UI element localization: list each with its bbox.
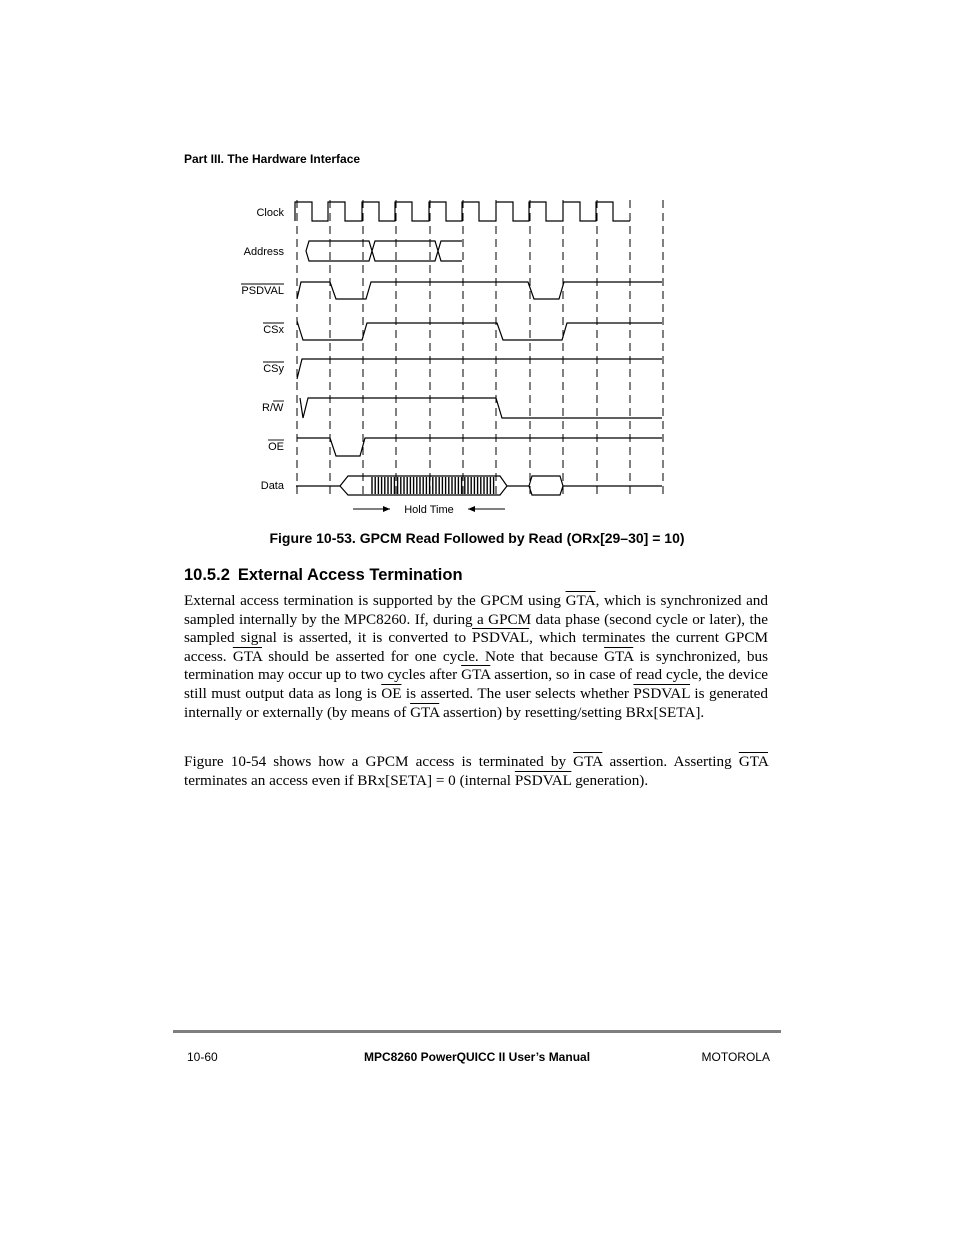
signal-label-oe: OE (268, 441, 284, 453)
signal-psdval: PSDVAL (472, 629, 530, 647)
signal-label-rw-w: W (273, 402, 284, 414)
text-run: is generated internally or externally (by means of (184, 684, 769, 721)
signal-psdval: PSDVAL (633, 684, 690, 702)
signal-label-csx: CSx (263, 324, 284, 336)
oe-waveform (297, 438, 662, 456)
body-paragraph-2 (184, 753, 768, 790)
signal-label-psdval: PSDVAL (241, 285, 284, 297)
signal-gta: $\overline{GTA}$ (232, 647, 263, 665)
text-run: assertion) by resetting/setting BRx[SETA]. (439, 703, 705, 721)
footer-divider (173, 1030, 781, 1033)
text-run: assertion. Asserting (602, 753, 739, 770)
signal-gta: $\overline{GTA}$ (410, 703, 440, 721)
text-run: generation). (571, 771, 649, 789)
address-valid-2 (372, 241, 438, 261)
signal-gta: $\overline{GTA}$ (604, 647, 634, 665)
waveforms (295, 202, 662, 495)
text-run: terminates an access even if BRx[SETA] = 0 (internal (184, 771, 515, 789)
signal-gta: $\overline{GTA}$ (565, 592, 596, 609)
text-run: is synchronized, bus termination may occur up to two cycles after (184, 647, 768, 684)
section-heading (184, 566, 463, 585)
signal-psdval: PSDVAL (514, 771, 572, 789)
data-transition-hatching (372, 477, 494, 494)
clock-edge-markers (297, 200, 663, 497)
psdval-waveform (297, 282, 662, 299)
signal-gta: $\overline{GTA}$ (573, 753, 603, 770)
signal-oe: $\overline{OE}$ (381, 684, 402, 702)
running-header: Part III. The Hardware Interface (184, 152, 361, 166)
data-valid-window-2 (529, 476, 563, 495)
timing-diagram (0, 0, 954, 530)
section-number: 10.5.2 (184, 566, 230, 584)
hold-time-annotation (353, 504, 505, 516)
text-run: is asserted. The user selects whether (401, 684, 634, 702)
signal-label-clock: Clock (256, 207, 284, 219)
figure-caption: Figure 10-53. GPCM Read Followed by Read (ORx[29–30] = 10) (269, 530, 685, 546)
page-number: 10-60 (187, 1050, 218, 1064)
csy-waveform (297, 359, 662, 379)
address-valid-3 (438, 241, 462, 261)
text-run: should be asserted for one cycle. Note that because (262, 647, 605, 665)
hold-time-arrowhead-right (468, 506, 475, 512)
text-run: , which terminates the current GPCM access. (184, 629, 768, 665)
text-run: External access termination is supported by the GPCM using (184, 592, 566, 609)
signal-gta: $\overline{GTA}$ (461, 666, 491, 684)
text-run: Figure 10-54 shows how a GPCM access is terminated by (184, 753, 574, 770)
manual-title: MPC8260 PowerQUICC II User’s Manual (363, 1050, 591, 1064)
rw-waveform (300, 398, 662, 418)
section-title: External Access Termination (237, 566, 463, 584)
signal-gta: $\overline{GTA}$ (738, 753, 768, 770)
signal-label-csy: CSy (263, 363, 284, 375)
signal-label-rw: R/ (262, 402, 273, 414)
hold-time-label: Hold Time (404, 504, 454, 516)
address-valid-1 (306, 241, 372, 261)
text-run: , which is synchronized and sampled internally by the MPC8260. If, during a GPCM data phase (second cycle or later), the sampled signal is asserted, it is converted to (184, 592, 768, 647)
clock-waveform (295, 202, 630, 221)
csx-waveform (297, 321, 662, 340)
signal-label-address: Address (243, 246, 284, 258)
text-run: assertion, so in case of read cycle, the device still must output data as long is (184, 666, 768, 702)
hold-time-arrowhead-left (383, 506, 390, 512)
publisher-name: MOTOROLA (701, 1050, 770, 1064)
body-paragraph-1 (184, 592, 768, 722)
signal-label-data: Data (260, 480, 284, 492)
signal-labels (241, 207, 285, 492)
